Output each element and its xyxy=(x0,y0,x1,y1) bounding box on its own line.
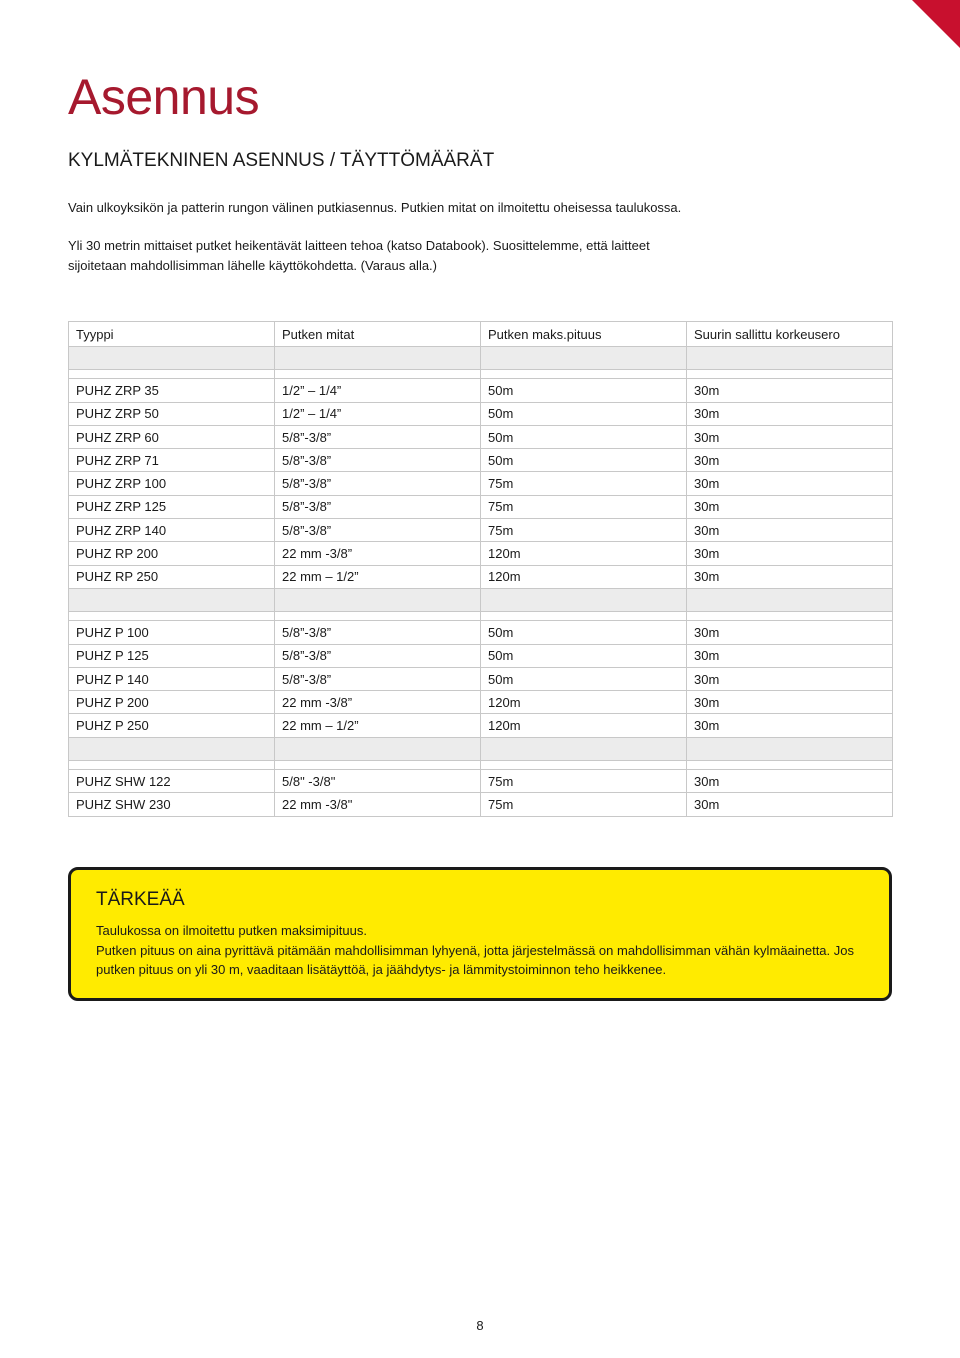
gap-cell xyxy=(69,612,275,621)
table-cell: 30m xyxy=(687,472,893,495)
table-cell: 75m xyxy=(481,793,687,816)
table-cell: 30m xyxy=(687,402,893,425)
page-number: 8 xyxy=(476,1318,484,1333)
table-cell: 30m xyxy=(687,379,893,402)
table-cell: PUHZ SHW 122 xyxy=(69,770,275,793)
table-cell: 1/2” – 1/4” xyxy=(275,379,481,402)
table-cell: PUHZ P 250 xyxy=(69,714,275,737)
table-row xyxy=(69,542,893,565)
table-cell: 75m xyxy=(481,519,687,542)
blank-cell xyxy=(481,737,687,760)
table-cell: PUHZ P 200 xyxy=(69,691,275,714)
note-paragraph-line-1: Yli 30 metrin mittaiset putket heikentävät laitteen tehoa (katso Databook). Suosittelemme, että laitteet xyxy=(68,238,650,253)
group-separator-row xyxy=(69,737,893,760)
table-cell: PUHZ P 125 xyxy=(69,644,275,667)
blank-cell xyxy=(275,737,481,760)
table-cell: 50m xyxy=(481,449,687,472)
blank-cell xyxy=(481,588,687,611)
table-cell: 22 mm -3/8” xyxy=(275,542,481,565)
gap-cell xyxy=(275,370,481,379)
table-cell: 30m xyxy=(687,425,893,448)
table-cell: 5/8”-3/8” xyxy=(275,449,481,472)
gap-row xyxy=(69,612,893,621)
table-row xyxy=(69,495,893,518)
table-cell: 22 mm – 1/2” xyxy=(275,565,481,588)
table-cell: 30m xyxy=(687,449,893,472)
blank-cell xyxy=(687,347,893,370)
table-cell: 120m xyxy=(481,565,687,588)
blank-cell xyxy=(69,347,275,370)
table-cell: PUHZ ZRP 71 xyxy=(69,449,275,472)
gap-row xyxy=(69,370,893,379)
gap-cell xyxy=(481,761,687,770)
table-cell: PUHZ P 140 xyxy=(69,667,275,690)
table-row xyxy=(69,519,893,542)
table-row xyxy=(69,621,893,644)
table-cell: 75m xyxy=(481,770,687,793)
table-cell: 120m xyxy=(481,691,687,714)
table-cell: 22 mm – 1/2” xyxy=(275,714,481,737)
table-cell: 50m xyxy=(481,402,687,425)
page-title: Asennus xyxy=(68,69,260,125)
header-cell: Tyyppi xyxy=(69,322,275,347)
gap-cell xyxy=(481,612,687,621)
blank-cell xyxy=(69,737,275,760)
blank-cell xyxy=(687,588,893,611)
table-cell: 50m xyxy=(481,425,687,448)
table-cell: 30m xyxy=(687,793,893,816)
group-separator-row xyxy=(69,588,893,611)
table-row xyxy=(69,691,893,714)
table-cell: 30m xyxy=(687,667,893,690)
table-cell: 120m xyxy=(481,542,687,565)
table-row xyxy=(69,472,893,495)
table-cell: 50m xyxy=(481,379,687,402)
table-cell: 22 mm -3/8” xyxy=(275,691,481,714)
notice-line: Taulukossa on ilmoitettu putken maksimipituus. xyxy=(96,923,367,938)
table-cell: 5/8”-3/8” xyxy=(275,519,481,542)
gap-cell xyxy=(687,612,893,621)
table-cell: 30m xyxy=(687,714,893,737)
blank-cell xyxy=(275,347,481,370)
table-row xyxy=(69,714,893,737)
note-paragraph-line-2: sijoitetaan mahdollisimman lähelle käyttökohdetta. (Varaus alla.) xyxy=(68,258,438,273)
table-cell: 30m xyxy=(687,644,893,667)
table-cell: PUHZ SHW 230 xyxy=(69,793,275,816)
table-cell: 50m xyxy=(481,621,687,644)
table-cell: 5/8”-3/8” xyxy=(275,495,481,518)
table-row xyxy=(69,644,893,667)
table-row xyxy=(69,770,893,793)
blank-cell xyxy=(69,588,275,611)
table-cell: 30m xyxy=(687,542,893,565)
table-row xyxy=(69,425,893,448)
table-row xyxy=(69,565,893,588)
table-cell: PUHZ RP 250 xyxy=(69,565,275,588)
table-cell: 30m xyxy=(687,519,893,542)
table-cell: PUHZ ZRP 100 xyxy=(69,472,275,495)
notice-line: Putken pituus on aina pyrittävä pitämään mahdollisimman lyhyenä, jotta järjestelmässä on mahdollisimman vähän kylmäainetta. Jos putken pituus on yli 30 m, vaaditaan lisätäyttöä, ja jäähdytys- ja lämmitystoiminnon teho heikkenee. xyxy=(96,942,854,977)
table-cell: 75m xyxy=(481,495,687,518)
table-row xyxy=(69,449,893,472)
table-cell: 5/8”-3/8” xyxy=(275,621,481,644)
table-cell: PUHZ ZRP 60 xyxy=(69,425,275,448)
table-cell: PUHZ ZRP 50 xyxy=(69,402,275,425)
table-row xyxy=(69,402,893,425)
blank-row xyxy=(69,347,893,370)
table-cell: 5/8”-3/8” xyxy=(275,644,481,667)
table-cell: 50m xyxy=(481,667,687,690)
notice-text xyxy=(96,921,866,980)
gap-cell xyxy=(275,612,481,621)
table-row xyxy=(69,379,893,402)
table-cell: 22 mm -3/8" xyxy=(275,793,481,816)
table-cell: 30m xyxy=(687,770,893,793)
header-cell: Putken mitat xyxy=(275,322,481,347)
table-cell: PUHZ ZRP 125 xyxy=(69,495,275,518)
table-cell: 5/8”-3/8” xyxy=(275,425,481,448)
table-cell: 5/8" -3/8" xyxy=(275,770,481,793)
table-cell: 30m xyxy=(687,691,893,714)
corner-decoration xyxy=(912,0,960,48)
table-cell: 5/8”-3/8” xyxy=(275,667,481,690)
table-cell: 1/2” – 1/4” xyxy=(275,402,481,425)
blank-cell xyxy=(687,737,893,760)
header-cell: Suurin sallittu korkeusero xyxy=(687,322,893,347)
table-cell: 30m xyxy=(687,621,893,644)
gap-cell xyxy=(69,761,275,770)
intro-paragraph: Vain ulkoyksikön ja patterin rungon välinen putkiasennus. Putkien mitat on ilmoitettu oheisessa taulukossa. xyxy=(68,200,682,215)
gap-cell xyxy=(481,370,687,379)
header-cell: Putken maks.pituus xyxy=(481,322,687,347)
table-body xyxy=(69,347,893,817)
table-header-row xyxy=(69,322,893,347)
table-cell: PUHZ P 100 xyxy=(69,621,275,644)
blank-cell xyxy=(275,588,481,611)
table-cell: 30m xyxy=(687,565,893,588)
table-cell: 75m xyxy=(481,472,687,495)
gap-cell xyxy=(275,761,481,770)
table-cell: 5/8”-3/8” xyxy=(275,472,481,495)
gap-row xyxy=(69,761,893,770)
gap-cell xyxy=(687,370,893,379)
blank-cell xyxy=(481,347,687,370)
pipe-spec-table xyxy=(68,321,893,817)
table-row xyxy=(69,667,893,690)
table-cell: 120m xyxy=(481,714,687,737)
section-heading: KYLMÄTEKNINEN ASENNUS / TÄYTTÖMÄÄRÄT xyxy=(68,150,495,171)
gap-cell xyxy=(69,370,275,379)
gap-cell xyxy=(687,761,893,770)
table-cell: PUHZ ZRP 35 xyxy=(69,379,275,402)
table-cell: 30m xyxy=(687,495,893,518)
table-cell: 50m xyxy=(481,644,687,667)
important-notice xyxy=(68,867,892,1001)
notice-title: TÄRKEÄÄ xyxy=(96,889,185,910)
table-row xyxy=(69,793,893,816)
table-cell: PUHZ RP 200 xyxy=(69,542,275,565)
table-cell: PUHZ ZRP 140 xyxy=(69,519,275,542)
